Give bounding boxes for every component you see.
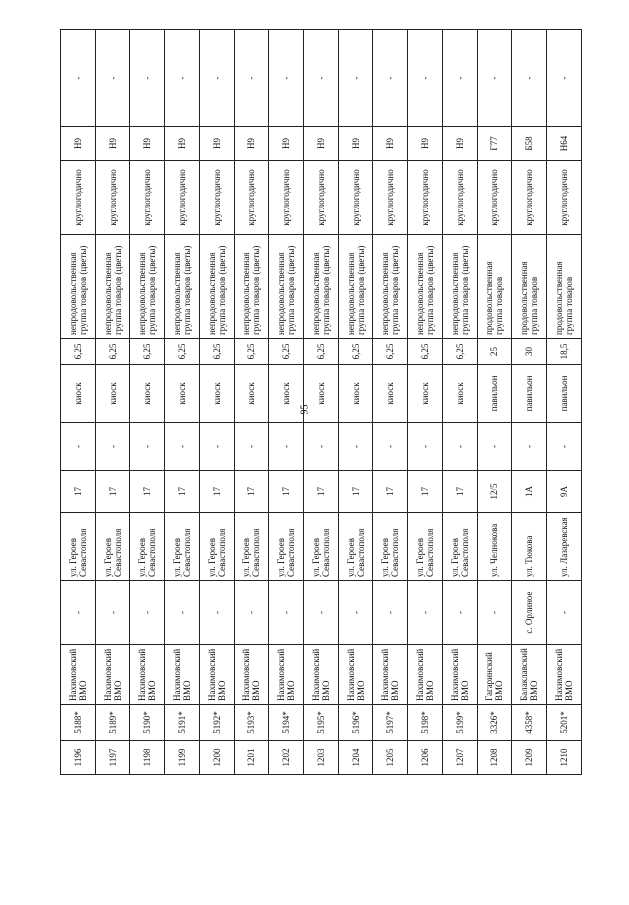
cell-house-number: 17 <box>95 471 130 513</box>
cell-row-number: 1208 <box>477 741 512 775</box>
cell-district: Нахимовский ВМО <box>165 645 200 705</box>
cell-street: ул. Героев Севастополя <box>338 513 373 581</box>
cell-district: Нахимовский ВМО <box>61 645 96 705</box>
cell-extra: - <box>477 423 512 471</box>
cell-goods-group: непродовольственная группа товаров (цветы) <box>199 235 234 339</box>
cell-area: 6,25 <box>165 339 200 365</box>
cell-object-code: 5198* <box>408 705 443 741</box>
cell-locality: - <box>408 581 443 645</box>
cell-object-type: павильон <box>477 365 512 423</box>
cell-extra: - <box>373 423 408 471</box>
cell-period: круглогодично <box>304 161 339 235</box>
cell-period: круглогодично <box>338 161 373 235</box>
cell-note: - <box>477 30 512 127</box>
cell-extra: - <box>442 423 477 471</box>
cell-note: - <box>338 30 373 127</box>
cell-row-number: 1206 <box>408 741 443 775</box>
cell-note: - <box>165 30 200 127</box>
cell-extra: - <box>130 423 165 471</box>
cell-street: ул. Героев Севастополя <box>442 513 477 581</box>
cell-note: - <box>234 30 269 127</box>
cell-object-type: киоск <box>338 365 373 423</box>
cell-object-code: 5199* <box>442 705 477 741</box>
cell-house-number: 17 <box>130 471 165 513</box>
cell-extra: - <box>269 423 304 471</box>
cell-house-number: 9А <box>547 471 582 513</box>
cell-area: 6,25 <box>408 339 443 365</box>
cell-object-type: киоск <box>95 365 130 423</box>
cell-period: круглогодично <box>477 161 512 235</box>
cell-object-code: 5193* <box>234 705 269 741</box>
cell-period: круглогодично <box>199 161 234 235</box>
cell-object-code: 5201* <box>547 705 582 741</box>
cell-note: - <box>269 30 304 127</box>
cell-area: 6,25 <box>130 339 165 365</box>
cell-house-number: 1А <box>512 471 547 513</box>
cell-object-type: киоск <box>304 365 339 423</box>
rotated-table-wrapper <box>60 30 582 775</box>
cell-extra: - <box>408 423 443 471</box>
table-row <box>373 30 408 775</box>
cell-goods-group: непродовольственная группа товаров (цветы) <box>95 235 130 339</box>
cell-goods-group: непродовольственная группа товаров (цветы) <box>338 235 373 339</box>
cell-period: круглогодично <box>442 161 477 235</box>
cell-note: - <box>547 30 582 127</box>
cell-scheme-code: Н9 <box>269 127 304 161</box>
cell-period: круглогодично <box>234 161 269 235</box>
cell-house-number: 17 <box>304 471 339 513</box>
cell-object-type: павильон <box>512 365 547 423</box>
cell-note: - <box>512 30 547 127</box>
cell-district: Нахимовский ВМО <box>304 645 339 705</box>
cell-goods-group: непродовольственная группа товаров (цветы) <box>373 235 408 339</box>
cell-street: ул. Героев Севастополя <box>61 513 96 581</box>
cell-goods-group: непродовольственная группа товаров (цветы) <box>130 235 165 339</box>
cell-note: - <box>199 30 234 127</box>
cell-row-number: 1199 <box>165 741 200 775</box>
cell-object-type: киоск <box>165 365 200 423</box>
cell-period: круглогодично <box>130 161 165 235</box>
cell-street: ул. Тюкова <box>512 513 547 581</box>
cell-locality: - <box>61 581 96 645</box>
cell-goods-group: продовольственная группа товаров <box>512 235 547 339</box>
cell-area: 6,25 <box>442 339 477 365</box>
table-row <box>547 30 582 775</box>
cell-goods-group: непродовольственная группа товаров (цветы) <box>234 235 269 339</box>
cell-goods-group: непродовольственная группа товаров (цветы) <box>442 235 477 339</box>
cell-row-number: 1200 <box>199 741 234 775</box>
cell-street: ул. Челнокова <box>477 513 512 581</box>
cell-extra: - <box>61 423 96 471</box>
table-row <box>95 30 130 775</box>
cell-locality: - <box>477 581 512 645</box>
cell-area: 6,25 <box>234 339 269 365</box>
cell-note: - <box>304 30 339 127</box>
cell-locality: - <box>165 581 200 645</box>
cell-extra: - <box>338 423 373 471</box>
table-row <box>338 30 373 775</box>
cell-object-code: 5195* <box>304 705 339 741</box>
cell-period: круглогодично <box>61 161 96 235</box>
table-row <box>269 30 304 775</box>
cell-extra: - <box>304 423 339 471</box>
cell-street: ул. Лазаревская <box>547 513 582 581</box>
cell-district: Нахимовский ВМО <box>130 645 165 705</box>
table-row <box>61 30 96 775</box>
cell-locality: - <box>304 581 339 645</box>
cell-scheme-code: Н9 <box>304 127 339 161</box>
cell-scheme-code: Н9 <box>408 127 443 161</box>
cell-house-number: 17 <box>442 471 477 513</box>
cell-scheme-code: Н9 <box>130 127 165 161</box>
cell-row-number: 1202 <box>269 741 304 775</box>
cell-house-number: 17 <box>234 471 269 513</box>
cell-extra: - <box>512 423 547 471</box>
cell-period: круглогодично <box>269 161 304 235</box>
cell-object-type: киоск <box>269 365 304 423</box>
cell-goods-group: непродовольственная группа товаров (цветы) <box>304 235 339 339</box>
cell-house-number: 17 <box>373 471 408 513</box>
cell-area: 6,25 <box>338 339 373 365</box>
cell-scheme-code: Н9 <box>442 127 477 161</box>
cell-locality: - <box>199 581 234 645</box>
cell-extra: - <box>547 423 582 471</box>
cell-object-code: 3326* <box>477 705 512 741</box>
cell-scheme-code: Н9 <box>95 127 130 161</box>
cell-goods-group: продовольственная группа товаров <box>477 235 512 339</box>
cell-extra: - <box>234 423 269 471</box>
cell-period: круглогодично <box>373 161 408 235</box>
cell-house-number: 17 <box>269 471 304 513</box>
cell-object-type: киоск <box>234 365 269 423</box>
cell-goods-group: продовольственная группа товаров <box>547 235 582 339</box>
cell-object-type: киоск <box>61 365 96 423</box>
cell-row-number: 1196 <box>61 741 96 775</box>
cell-area: 6,25 <box>95 339 130 365</box>
cell-house-number: 17 <box>338 471 373 513</box>
cell-area: 6,25 <box>269 339 304 365</box>
cell-area: 6,25 <box>373 339 408 365</box>
cell-row-number: 1204 <box>338 741 373 775</box>
cell-object-code: 5194* <box>269 705 304 741</box>
cell-district: Нахимовский ВМО <box>95 645 130 705</box>
cell-area: 6,25 <box>199 339 234 365</box>
cell-street: ул. Героев Севастополя <box>269 513 304 581</box>
cell-house-number: 17 <box>199 471 234 513</box>
cell-row-number: 1210 <box>547 741 582 775</box>
cell-object-type: киоск <box>408 365 443 423</box>
cell-period: круглогодично <box>95 161 130 235</box>
cell-locality: - <box>442 581 477 645</box>
page-number: 95 <box>299 404 311 415</box>
cell-house-number: 17 <box>408 471 443 513</box>
table-row <box>477 30 512 775</box>
cell-object-code: 5192* <box>199 705 234 741</box>
kiosk-table <box>60 29 582 775</box>
cell-goods-group: непродовольственная группа товаров (цветы) <box>269 235 304 339</box>
cell-object-code: 5188* <box>61 705 96 741</box>
cell-extra: - <box>95 423 130 471</box>
cell-row-number: 1197 <box>95 741 130 775</box>
cell-object-type: киоск <box>130 365 165 423</box>
cell-locality: - <box>130 581 165 645</box>
cell-object-code: 5196* <box>338 705 373 741</box>
cell-district: Балаклавский ВМО <box>512 645 547 705</box>
cell-street: ул. Героев Севастополя <box>130 513 165 581</box>
cell-street: ул. Героев Севастополя <box>408 513 443 581</box>
cell-object-code: 4358* <box>512 705 547 741</box>
cell-note: - <box>95 30 130 127</box>
cell-district: Нахимовский ВМО <box>442 645 477 705</box>
table-row <box>512 30 547 775</box>
cell-street: ул. Героев Севастополя <box>373 513 408 581</box>
cell-locality: - <box>269 581 304 645</box>
cell-scheme-code: Н9 <box>61 127 96 161</box>
cell-locality: - <box>234 581 269 645</box>
cell-locality: - <box>373 581 408 645</box>
cell-goods-group: непродовольственная группа товаров (цветы) <box>61 235 96 339</box>
cell-area: 25 <box>477 339 512 365</box>
cell-object-type: павильон <box>547 365 582 423</box>
cell-row-number: 1205 <box>373 741 408 775</box>
cell-district: Нахимовский ВМО <box>199 645 234 705</box>
cell-district: Нахимовский ВМО <box>338 645 373 705</box>
cell-scheme-code: Г77 <box>477 127 512 161</box>
cell-scheme-code: Н64 <box>547 127 582 161</box>
cell-object-code: 5189* <box>95 705 130 741</box>
cell-district: Нахимовский ВМО <box>373 645 408 705</box>
cell-locality: - <box>547 581 582 645</box>
table-body <box>61 30 582 775</box>
cell-house-number: 12/5 <box>477 471 512 513</box>
table-container <box>60 30 582 775</box>
cell-scheme-code: Н9 <box>373 127 408 161</box>
cell-scheme-code: Б58 <box>512 127 547 161</box>
cell-street: ул. Героев Севастополя <box>165 513 200 581</box>
table-row <box>408 30 443 775</box>
cell-object-type: киоск <box>442 365 477 423</box>
cell-scheme-code: Н9 <box>234 127 269 161</box>
cell-row-number: 1209 <box>512 741 547 775</box>
cell-note: - <box>442 30 477 127</box>
cell-object-type: киоск <box>373 365 408 423</box>
cell-row-number: 1201 <box>234 741 269 775</box>
cell-district: Нахимовский ВМО <box>547 645 582 705</box>
cell-period: круглогодично <box>165 161 200 235</box>
cell-note: - <box>61 30 96 127</box>
cell-object-code: 5190* <box>130 705 165 741</box>
cell-scheme-code: Н9 <box>199 127 234 161</box>
cell-row-number: 1203 <box>304 741 339 775</box>
table-row <box>442 30 477 775</box>
cell-street: ул. Героев Севастополя <box>234 513 269 581</box>
cell-district: Гагаринский ВМО <box>477 645 512 705</box>
cell-scheme-code: Н9 <box>165 127 200 161</box>
table-row <box>304 30 339 775</box>
cell-period: круглогодично <box>512 161 547 235</box>
cell-note: - <box>408 30 443 127</box>
cell-row-number: 1207 <box>442 741 477 775</box>
cell-scheme-code: Н9 <box>338 127 373 161</box>
cell-period: круглогодично <box>408 161 443 235</box>
cell-period: круглогодично <box>547 161 582 235</box>
table-row <box>199 30 234 775</box>
cell-object-code: 5197* <box>373 705 408 741</box>
cell-house-number: 17 <box>61 471 96 513</box>
cell-note: - <box>130 30 165 127</box>
cell-street: ул. Героев Севастополя <box>199 513 234 581</box>
cell-goods-group: непродовольственная группа товаров (цветы) <box>408 235 443 339</box>
cell-note: - <box>373 30 408 127</box>
cell-locality: с. Орлиное <box>512 581 547 645</box>
cell-locality: - <box>95 581 130 645</box>
cell-street: ул. Героев Севастополя <box>95 513 130 581</box>
table-row <box>130 30 165 775</box>
table-row <box>165 30 200 775</box>
table-row <box>234 30 269 775</box>
cell-extra: - <box>199 423 234 471</box>
cell-row-number: 1198 <box>130 741 165 775</box>
cell-object-code: 5191* <box>165 705 200 741</box>
cell-object-type: киоск <box>199 365 234 423</box>
cell-district: Нахимовский ВМО <box>234 645 269 705</box>
cell-area: 6,25 <box>61 339 96 365</box>
cell-locality: - <box>338 581 373 645</box>
cell-district: Нахимовский ВМО <box>269 645 304 705</box>
cell-extra: - <box>165 423 200 471</box>
cell-street: ул. Героев Севастополя <box>304 513 339 581</box>
cell-house-number: 17 <box>165 471 200 513</box>
cell-area: 6,25 <box>304 339 339 365</box>
cell-area: 18,5 <box>547 339 582 365</box>
cell-district: Нахимовский ВМО <box>408 645 443 705</box>
cell-goods-group: непродовольственная группа товаров (цветы) <box>165 235 200 339</box>
cell-area: 30 <box>512 339 547 365</box>
